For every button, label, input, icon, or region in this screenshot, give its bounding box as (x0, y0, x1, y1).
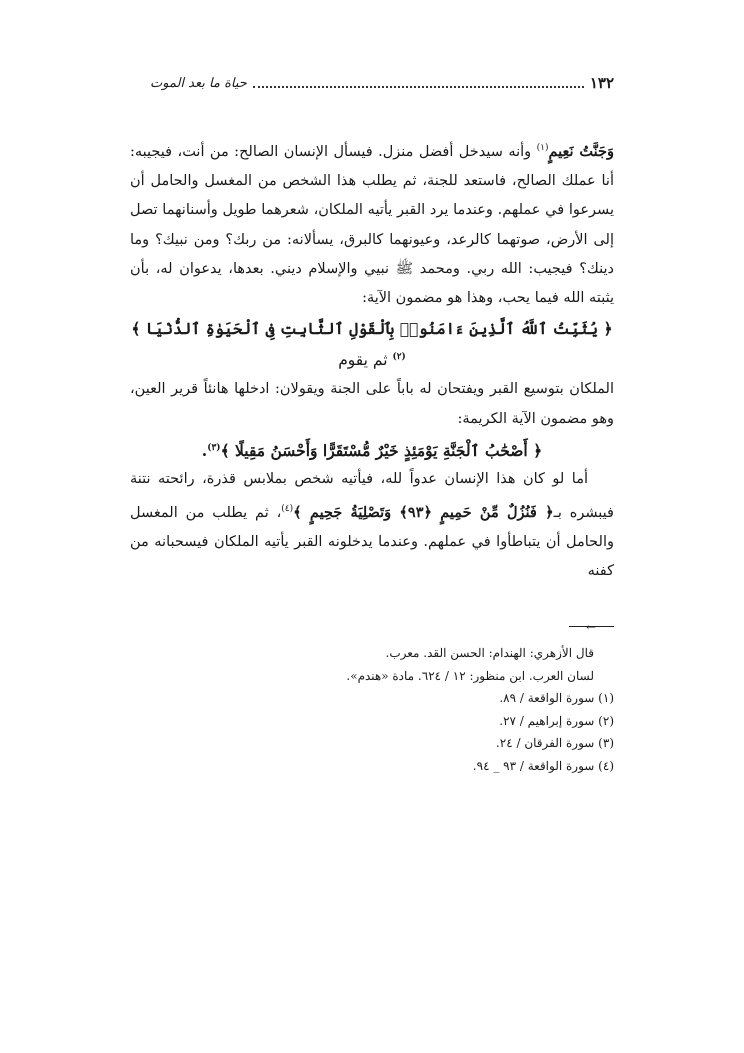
footnote-item: (٣) سورة الفرقان / ٢٤. (495, 736, 614, 750)
running-header-title: حياة ما بعد الموت (150, 75, 247, 91)
paragraph-3-text-2: ، ثم يطلب من المغسل والحامل أن يتباطأوا في عملهم. وعندما يدخلونه القبر يأتيه الملكان فيسحبانه من كفنه (130, 504, 614, 580)
verse-1-tail: ثم يقوم (338, 351, 393, 370)
verse-2-line (130, 434, 614, 465)
footnote-continuation-line-2: لسان العرب. ابن منظور: ١٢ / ٦٢٤. مادة «هندم». (346, 668, 594, 683)
verse-1-line (130, 314, 614, 376)
quran-quote-4: ﴿ فَنُزُلٌ مِّنْ حَمِيمٍ ﴿٩٣﴾ وَتَصْلِيَةُ جَحِيمٍ ﴾ (293, 503, 554, 521)
quran-quote-1: وَجَنَّتُ نَعِيمٍ (548, 142, 614, 160)
footnote-item: (١) سورة الواقعة / ٨٩. (499, 691, 614, 705)
footnote-continuation-line-1: قال الأزهري: الهندام: الحسن القد. معرب. (385, 646, 594, 660)
paragraph-3 (130, 465, 614, 586)
main-text (130, 134, 614, 586)
paragraph-1 (130, 134, 614, 314)
footnote-item: (٢) سورة إبراهيم / ٢٧. (499, 713, 614, 728)
verse-2-tail: . (201, 441, 208, 461)
paragraph-2: الملكان بتوسيع القبر ويفتحان له باباً على الجنة ويقولان: ادخلها هانئاً قرير العين، وهو مضمون الآية الكريمة: (130, 381, 614, 427)
footnote-ref-4: (٤) (281, 503, 294, 514)
verse-2: ﴿ أَصْحَٰبُ ٱلْجَنَّةِ يَوْمَئِذٍ خَيْرٌ مُّسْتَقَرًّا وَأَحْسَنُ مَقِيلًا ﴾ (220, 441, 543, 461)
footnote-ref-3: (٣) (207, 442, 221, 453)
paragraph-1-text: وأنه سيدخل أفضل منزل. فيسأل الإنسان الصالح: من أنت، فيجيبه: أنا عملك الصالح، فاستعد للجنة، ثم يطلب هذا الشخص من المغسل والحامل أن يسرعوا في عملهم. وعندما يرد القبر يأتيه الملكان، شعرهما طويل وأسنانهما تصل إلى الأرض، صوتهما كالرعد، وعيونهما كالبرق، يسألانه: من ربك؟ ومن نبيك؟ وما دينك؟ فيجيب: الله ربي. ومحمد ﷺ نبيي والإسلام ديني. بعدها، يدعوان له، بأن يثبته الله فيما يحب، وهذا هو مضمون الآية: (130, 143, 614, 307)
paragraph-3-text: أما لو كان هذا الإنسان عدواً لله، فيأتيه شخص بملابس قذرة، رائحته نتنة فيبشره بـ (130, 471, 614, 521)
footnote-continuation-arrow: ← (586, 620, 597, 634)
page-number: ١٣٢ (589, 74, 614, 92)
verse-1: ﴿ يُثَبِّتُ ٱللَّهُ ٱلَّذِينَ ءَامَنُوا۟ بِٱلْقَوْلِ ٱلثَّابِتِ فِى ٱلْحَيَوٰةِ ٱلدُّنْيَا ﴾ (131, 318, 613, 338)
header-dotted-leader (253, 86, 584, 88)
footnote-ref-1: (١) (536, 143, 549, 153)
running-header (150, 70, 614, 96)
footnote-divider (569, 626, 614, 627)
footnote-ref-2: (٢) (392, 351, 406, 362)
footnotes (300, 642, 614, 777)
footnote-item: (٤) سورة الواقعة / ٩٣ _ ٩٤. (472, 758, 614, 773)
